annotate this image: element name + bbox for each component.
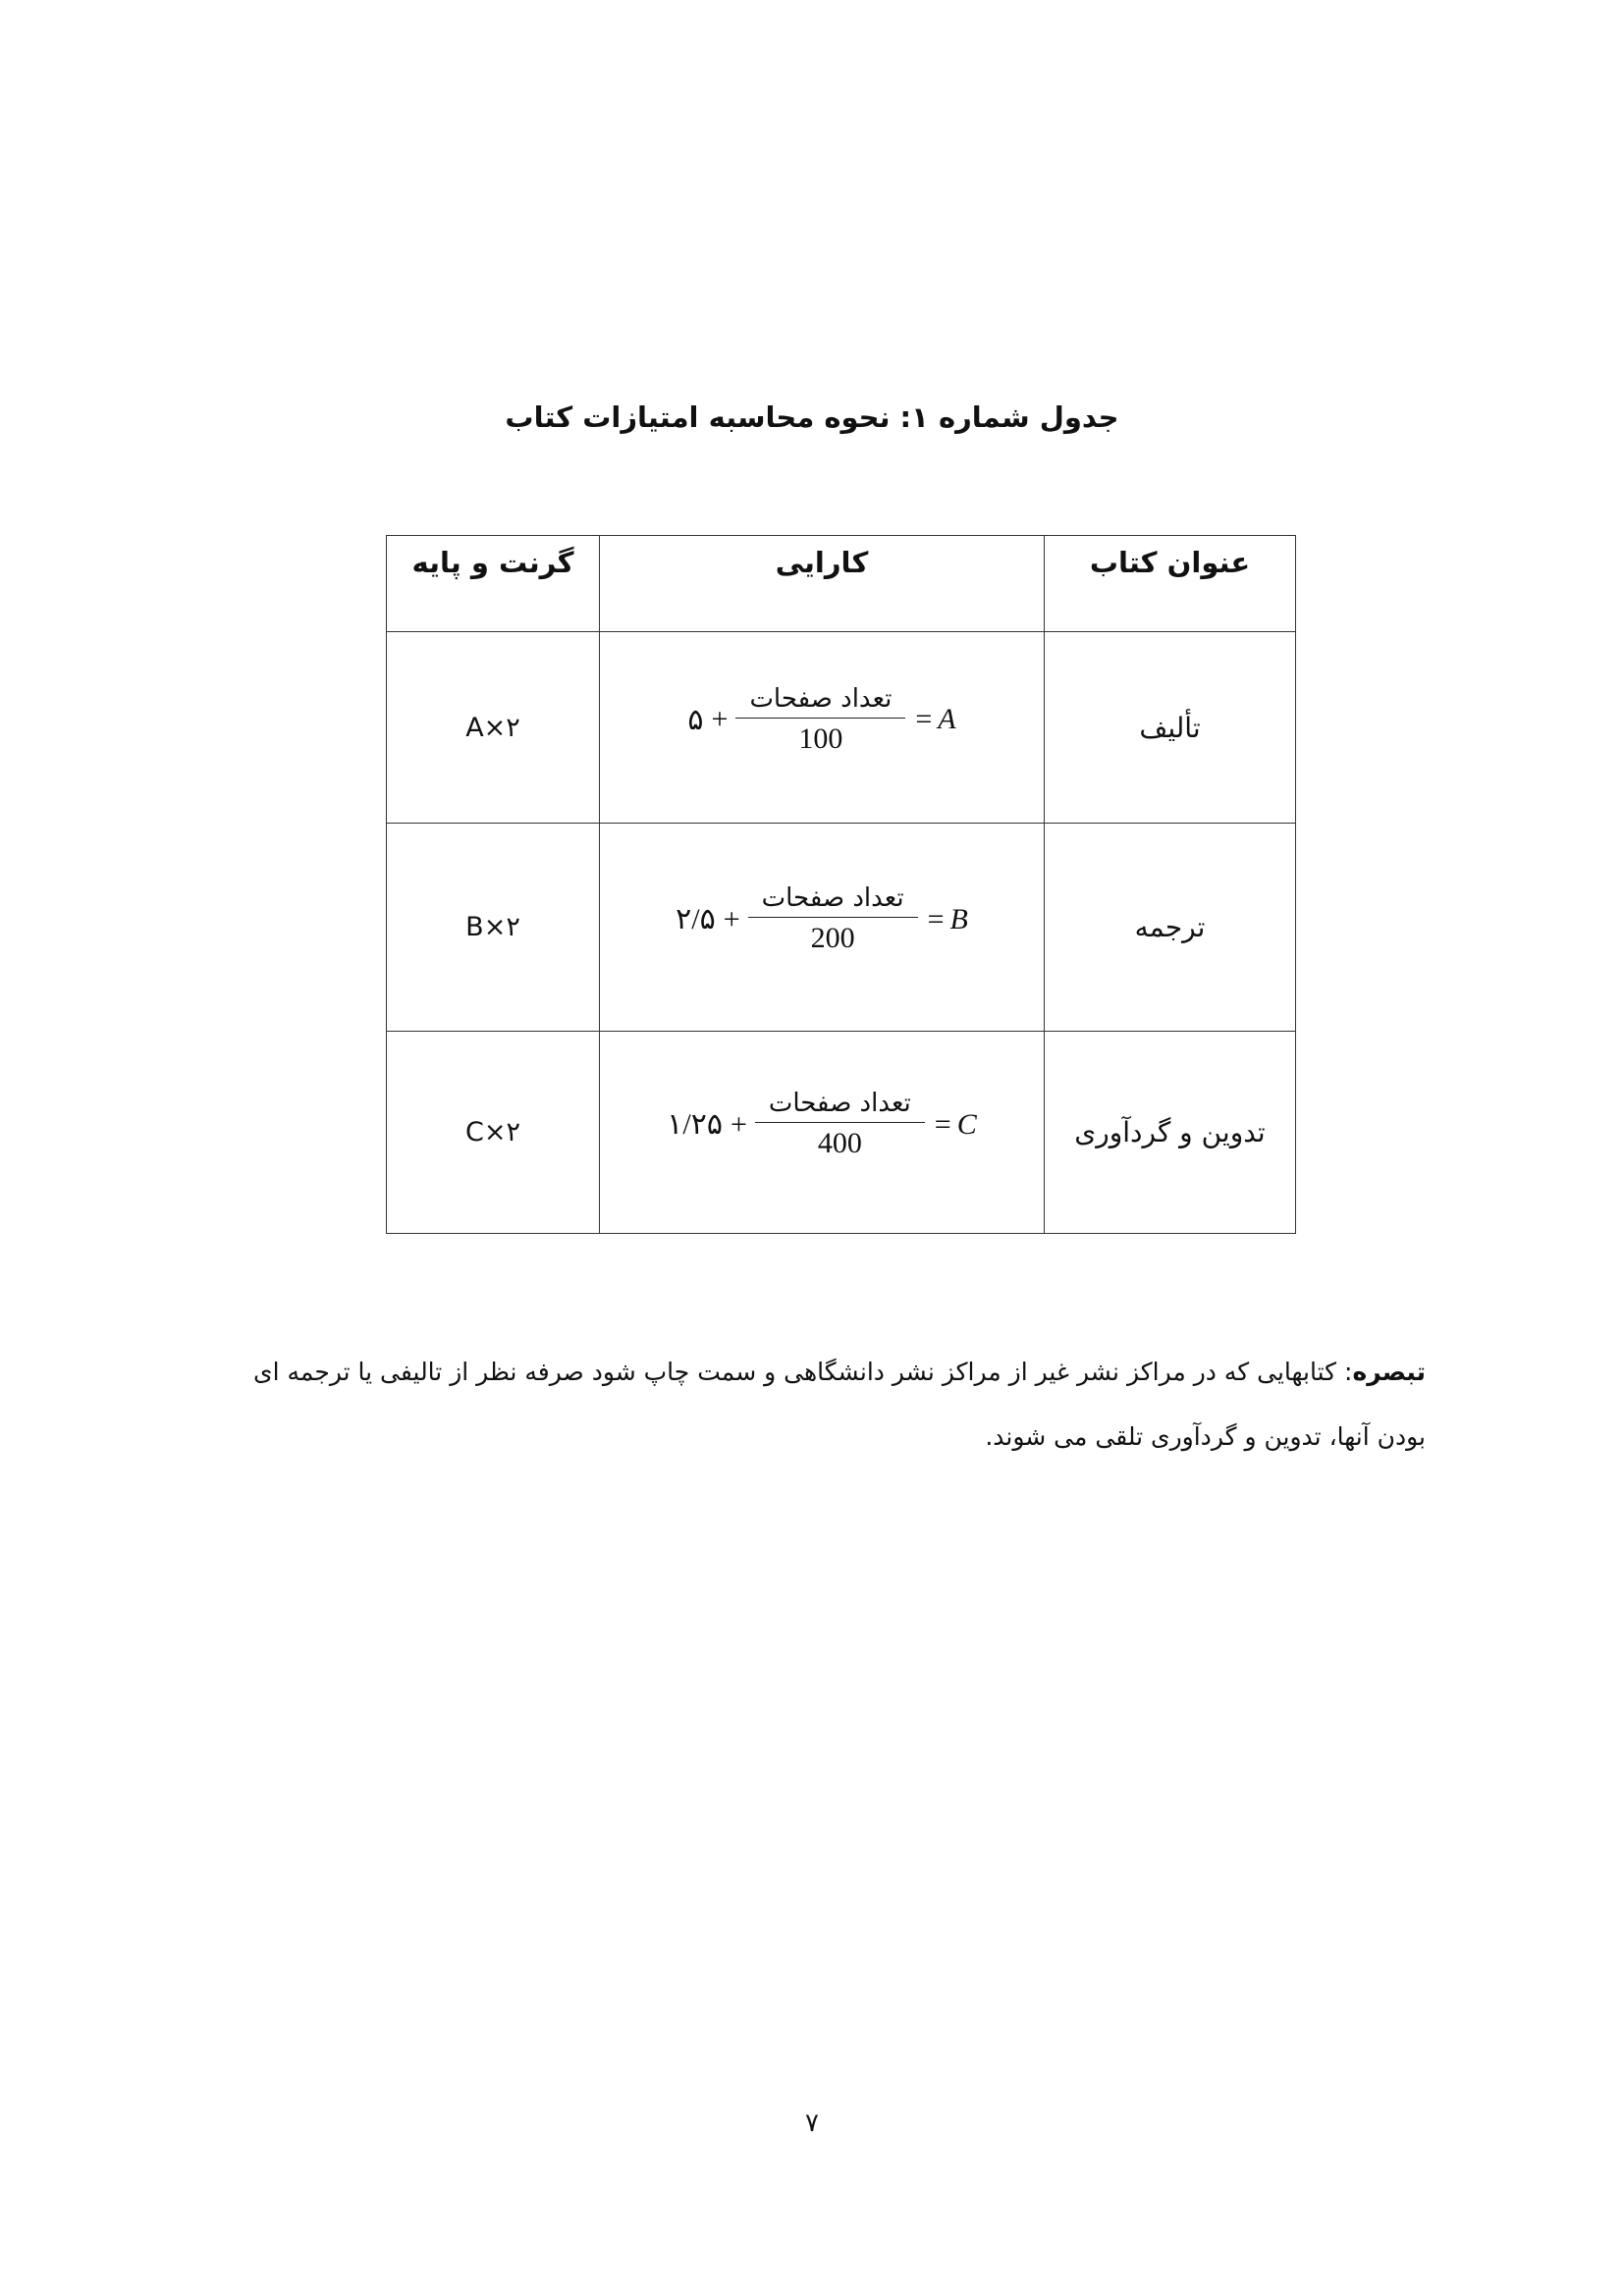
formula-fraction [735,684,905,756]
formula-denominator: 400 [817,1127,862,1159]
formula-equals: = [915,703,933,735]
book-type-cell: ترجمه [1045,824,1296,1032]
formula-fraction [748,883,918,955]
book-type-cell: تدوین و گردآوری [1045,1032,1296,1234]
note-label: تبصره [1352,1358,1426,1386]
formula-numerator: تعداد صفحات [735,684,905,719]
formula-variable: A [938,703,956,735]
formula-plus: + [723,902,740,935]
formula-constant: ۱/۲۵ [667,1108,723,1141]
formula-cell [600,632,1045,824]
formula-numerator: تعداد صفحات [748,883,918,918]
formula-equals: = [927,902,945,935]
table-header-row [387,536,1296,632]
note-paragraph [233,1340,1426,1469]
formula-variable: C [956,1107,977,1141]
formula-equals: = [934,1107,951,1141]
formula-cell [600,1032,1045,1234]
formula-plus: + [711,703,729,735]
formula-numerator: تعداد صفحات [755,1089,925,1123]
table-row [387,1032,1296,1234]
formula-denominator: 200 [810,922,855,954]
formula-cell [600,824,1045,1032]
table-caption: جدول شماره ۱: نحوه محاسبه امتیازات کتاب [505,400,1119,434]
page-number: ۷ [805,2109,819,2138]
book-score-table [386,535,1296,1234]
formula-plus: + [730,1107,747,1141]
header-book-title: عنوان کتاب [1045,536,1296,632]
table-row [387,824,1296,1032]
score-formula [667,1089,976,1160]
score-formula [676,883,968,955]
formula-variable: B [949,902,968,935]
formula-constant: ۲/۵ [676,903,716,935]
formula-fraction [755,1089,925,1160]
grant-cell: C×۲ [387,1032,600,1234]
header-performance: کارایی [600,536,1045,632]
table-row [387,632,1296,824]
grant-cell: A×۲ [387,632,600,824]
formula-constant: ۵ [687,703,704,736]
header-grant-base: گرنت و پایه [387,536,600,632]
grant-cell: B×۲ [387,824,600,1032]
note-text: : کتابهایی که در مراکز نشر غیر از مراکز نشر دانشگاهی و سمت چاپ شود صرفه نظر از تالیفی یا ترجمه ای بودن آنها، تدوین و گردآوری تلقی می شوند. [253,1358,1426,1451]
book-type-cell: تألیف [1045,632,1296,824]
formula-denominator: 100 [798,721,843,755]
score-formula [687,684,955,756]
